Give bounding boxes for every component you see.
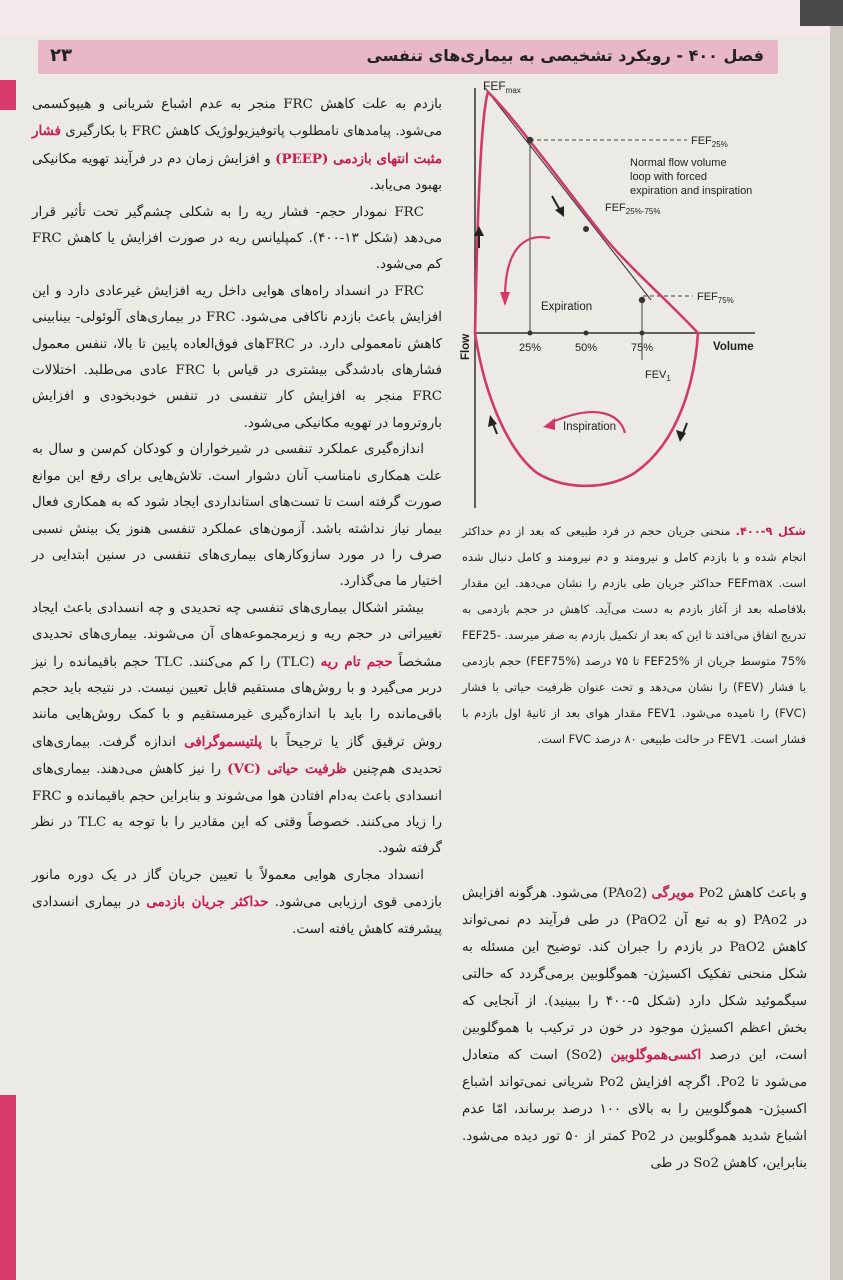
paragraph-1: بازدم به علت کاهش FRC منجر به عدم اشباع شریانی و هیپوکسمی می‌شود. پیامدهای نامطلوب پاتوفیزیولوژیک کاهش FRC با بکارگیری فشار مثبت انتهای بازدمی (PEEP) و افزایش زمان دم در فرآیند تهویه مکانیکی بهبود می‌یابد.: [32, 97, 443, 194]
figure-caption-label: شکل ۹-۴۰۰.: [735, 524, 806, 538]
highlight-capillary: مویرگی: [651, 885, 695, 901]
right-paragraph: و باعث کاهش Po2 مویرگی (PAo2) می‌شود. هرگونه افزایش در PAo2 (و به تبع آن PaO2) در طی فرآیند دم نمی‌تواند کاهش PaO2 در بازدم را جبران کند. توضیح این مسئله به شکل منحنی تفکیک اکسیژن- هموگلوبین برمی‌گردد که حالتی سیگموئید شکل دارد (شکل ۵-۴۰۰ را ببینید). از آنجایی که بخش اعظم اکسیژن موجود در خون در ترکیب با هموگلوبین است، این درصد اکسی‌هموگلوبین (So2) است که متعادل می‌شود تا Po2. اگرچه افزایش Po2 شریانی نمی‌تواند اشباع اکسیژن- هموگلوبین را به بالای ۱۰۰ درصد برساند، امّا عدم اشباع شدید هموگلوبین در Po2 کمتر از ۵۰ تور دیده می‌شود. بنابراین، کاهش So2 در طی: [462, 885, 808, 1171]
tick-25: [528, 331, 533, 336]
point-fef-mid: [583, 226, 589, 232]
figure-title-line-2: loop with forced: [630, 171, 708, 183]
figure-title-line-3: expiration and inspiration: [630, 185, 753, 197]
flow-volume-figure: [455, 78, 805, 518]
highlight-oxyhemoglobin: اکسی‌هموگلوبین: [610, 1047, 702, 1063]
tick-label-75: 75%: [631, 342, 654, 354]
highlight-tlc: حجم تام ریه: [320, 653, 393, 670]
figure-caption: [462, 518, 806, 752]
tick-label-50: 50%: [575, 342, 598, 354]
right-text-column: [462, 880, 807, 1177]
paragraph-6: انسداد مجاری هوایی معمولاً با تعیین جریان گاز در یک دوره مانور بازدمی قوی ارزیابی می‌شود. حداکثر جریان بازدمی در بیماری انسدادی پیشرفته کاهش یافته است.: [32, 867, 442, 937]
page-number: ۲۳: [50, 45, 72, 66]
chapter-title: فصل ۴۰۰ - رویکرد تشخیصی به بیماری‌های تنفسی: [366, 46, 764, 65]
figure-title-line-1: Normal flow volume: [630, 157, 727, 169]
highlight-plethysmography: پلتیسموگرافی: [184, 733, 262, 750]
paragraph-3: FRC در انسداد راه‌های هوایی داخل ریه افزایش غیرعادی دارد و این افزایش باعث بازدم ناکافی می‌شود. FRC در بیماری‌های آلوئولی- بینابینی کاهش نامعمولی دارد. در FRCهای فوق‌العاده پایین تا بالا، تنفس معمول فشارهای بادشدگی بیشتری در قیاس با FRC عادی می‌طلبد. اختلالات FRC منجر به افزایش کار تنفسی در تنفس خودبخودی و افزایش باروتروما در تهویه مکانیکی می‌شود.: [32, 283, 442, 431]
highlight-peak-flow: حداکثر جریان بازدمی: [146, 894, 269, 911]
inspiration-arrowhead: [543, 418, 555, 430]
paragraph-4: اندازه‌گیری عملکرد تنفسی در شیرخواران و کودکان کم‌سن و سال به علت همکاری نامناسب آنان دشوار است. تلاش‌هایی برای رفع این موانع صورت گرفته است تا تست‌های استانداردی ایجاد شود که به همکاری فعال بیمار نیاز نداشته باشد. آزمون‌های عملکرد تنفسی هنوز یک بینش نسبی صرف را در مورد سازوکارهای بیماری‌های تنفسی در سنین ابتدایی در اختیار ما می‌گذارد.: [32, 442, 442, 590]
point-fef25: [527, 137, 533, 143]
tangent-line: [485, 88, 651, 300]
tick-label-25: 25%: [519, 342, 542, 354]
left-edge-tab-top: [0, 80, 16, 110]
tick-50: [584, 331, 589, 336]
fef25-label: $FEF_{25\%}$: [691, 135, 728, 149]
top-corner-shadow: [800, 0, 843, 26]
volume-axis-label: Volume: [713, 341, 754, 353]
arrow-up-1-head: [488, 415, 497, 427]
fev1-label: $FEV_1$: [645, 369, 671, 383]
left-text-column: [32, 92, 442, 943]
tick-75: [640, 331, 645, 336]
figure-caption-text: منحنی جریان حجم در فرد طبیعی که بعد از دم حداکثر انجام شده و با بازدم کامل و نیرومند و دم نیرومند و کامل دنبال شده است. FEFmax حداکثر جریان طی بازدم را نشان می‌دهد. این مقدار بلافاصله بعد از آغاز بازدم به دست می‌آید. کاهش در حجم بازدمی به تدریج اتفاق می‌افتد تا این که بعد از تکمیل بازدم به صفر میرسد. FEF25-75% متوسط جریان از FEF25% تا ۷۵ درصد (FEF75%) حجم بازدمی با فشار (FEV) را نشان می‌دهد و تحت عنوان ظرفیت حیاتی با فشار (FVC) را نامیده می‌شود. FEV1 مقدار هوای بعد از ثانیهٔ اول بازدم با فشار است. FEV1 در حالت طبیعی ۸۰ درصد FVC است.: [461, 524, 807, 746]
highlight-vc: ظرفیت حیاتی (VC): [227, 761, 347, 778]
highlight-peep: فشار مثبت انتهای بازدمی (PEEP): [32, 123, 443, 167]
fef-max-label: $FEF_{max}$: [483, 79, 521, 95]
paragraph-5: بیشتر اشکال بیماری‌های تنفسی چه تحدیدی و چه انسدادی باعث ایجاد تغییراتی در حجم ریه و زیرمجموعه‌های آن می‌شوند. بیماری‌های تحدیدی مشخصاً حجم تام ریه (TLC) را کم می‌کنند. TLC حجم باقیمانده را نیز دربر می‌گیرد و با روش‌های مستقیم قابل تعیین نیست. در نتیجه باید حجم باقی‌مانده را باید با اندازه‌گیری غیرمستقیم و با کمک روش‌هایی مانند روش ترقیق گاز یا ترجیحاً با پلتیسموگرافی اندازه گرفت. بیماری‌های تحدیدی هم‌چنین ظرفیت حیاتی (VC) را نیز کاهش می‌دهند. بیماری‌های انسدادی باعث به‌دام افتادن هوا می‌شوند و بنابراین حجم باقیمانده و FRC را زیاد می‌کنند. خصوصاً وقتی که این مقادیر را با توجه به TLC در نظر گرفته شود.: [32, 600, 442, 857]
fef25-75-label: $FEF_{25\%-75\%}$: [605, 202, 661, 216]
expiration-label: Expiration: [541, 301, 593, 313]
flow-axis-label: Flow: [460, 333, 472, 360]
chapter-header: [38, 40, 778, 74]
expiration-arrowhead: [500, 292, 510, 306]
paragraph-2: FRC نمودار حجم- فشار ریه را به شکلی چشم‌گیر تحت تأثیر قرار می‌دهد (شکل ۱۳-۴۰۰). کمپلیانس ریه در صورت افزایش یا کاهش FRC کم می‌شود.: [32, 204, 442, 273]
adjacent-page-edge: [830, 0, 843, 1280]
point-fef75: [639, 297, 645, 303]
top-margin-band: [0, 0, 830, 36]
left-edge-tab-bottom: [0, 1095, 16, 1280]
fef75-label: $FEF_{75\%}$: [697, 291, 734, 305]
inspiration-label: Inspiration: [563, 421, 617, 433]
expiration-curved-arrow: [505, 237, 550, 298]
